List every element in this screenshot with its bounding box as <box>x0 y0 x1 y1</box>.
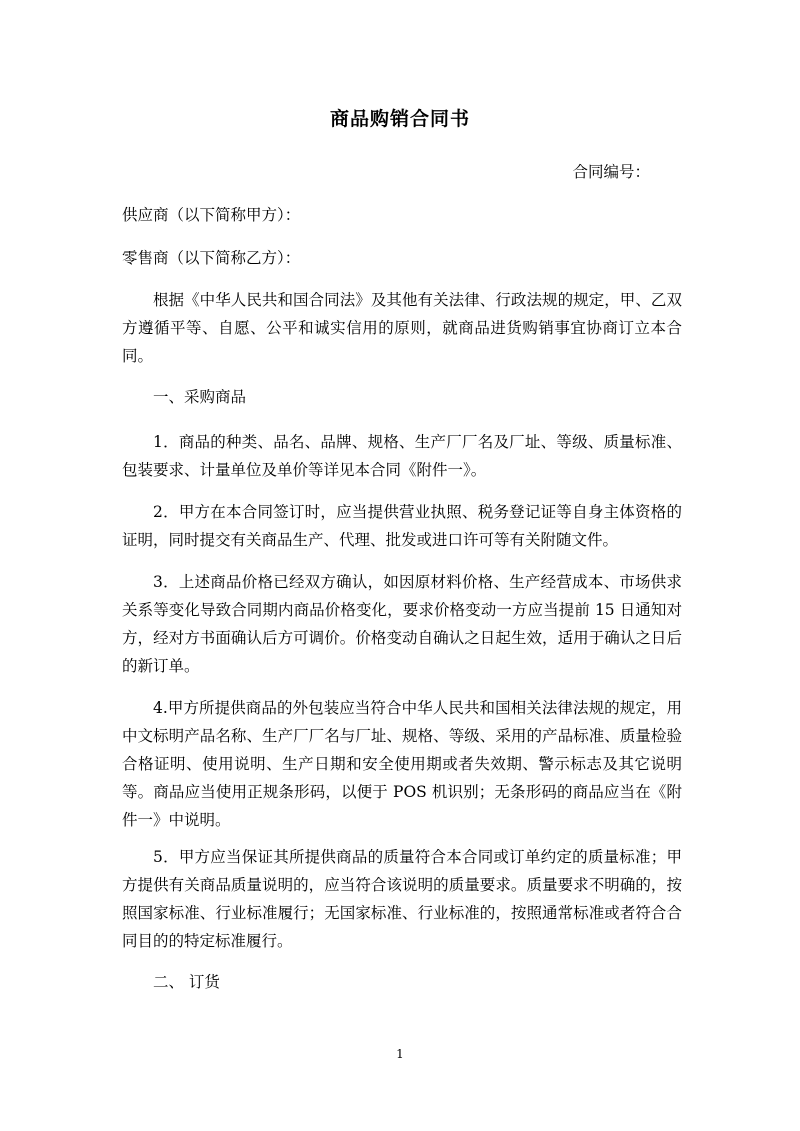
clause-3: 3．上述商品价格已经双方确认，如因原材料价格、生产经营成本、市场供求关系等变化导致合同期内商品价格变化，要求价格变动一方应当提前 15 日通知对方，经对方书面确认后方可调价。价格变动自确认之日起生效，适用于确认之日后的新订单。 <box>122 573 682 675</box>
section-heading-ordering: 二、 订货 <box>153 973 220 991</box>
contract-number-label: 合同编号： <box>572 163 650 181</box>
clause-1: 1．商品的种类、品名、品牌、规格、生产厂厂名及厂址、等级、质量标准、包装要求、计量单位及单价等详见本合同《附件一》。 <box>122 433 682 479</box>
section-heading-purchase-goods: 一、采购商品 <box>153 388 247 406</box>
supplier-label: 供应商（以下简称甲方）： <box>122 206 301 224</box>
clause-2: 2．甲方在本合同签订时，应当提供营业执照、税务登记证等自身主体资格的证明，同时提交有关商品生产、代理、批发或进口许可等有关附随文件。 <box>122 503 682 549</box>
page-number: 1 <box>396 1047 404 1061</box>
clause-4: 4.甲方所提供商品的外包装应当符合中华人民共和国相关法律法规的规定，用中文标明产品名称、生产厂厂名与厂址、规格、等级、采用的产品标准、质量检验合格证明、使用说明、生产日期和安全使用期或者失效期、警示标志及其它说明等。商品应当使用正规条形码，以便于 POS 机识别；无条形码的商品应当在《附件一》中说明。 <box>122 699 682 829</box>
preamble-paragraph: 根据《中华人民共和国合同法》及其他有关法律、行政法规的规定，甲、乙双方遵循平等、自愿、公平和诚实信用的原则，就商品进货购销事宜协商订立本合同。 <box>122 291 682 365</box>
clause-5: 5．甲方应当保证其所提供商品的质量符合本合同或订单约定的质量标准；甲方提供有关商品质量说明的，应当符合该说明的质量要求。质量要求不明确的，按照国家标准、行业标准履行；无国家标准、行业标准的，按照通常标准或者符合合同目的的特定标准履行。 <box>122 848 682 950</box>
retailer-label: 零售商（以下简称乙方）： <box>122 249 301 267</box>
document-title: 商品购销合同书 <box>329 108 470 130</box>
